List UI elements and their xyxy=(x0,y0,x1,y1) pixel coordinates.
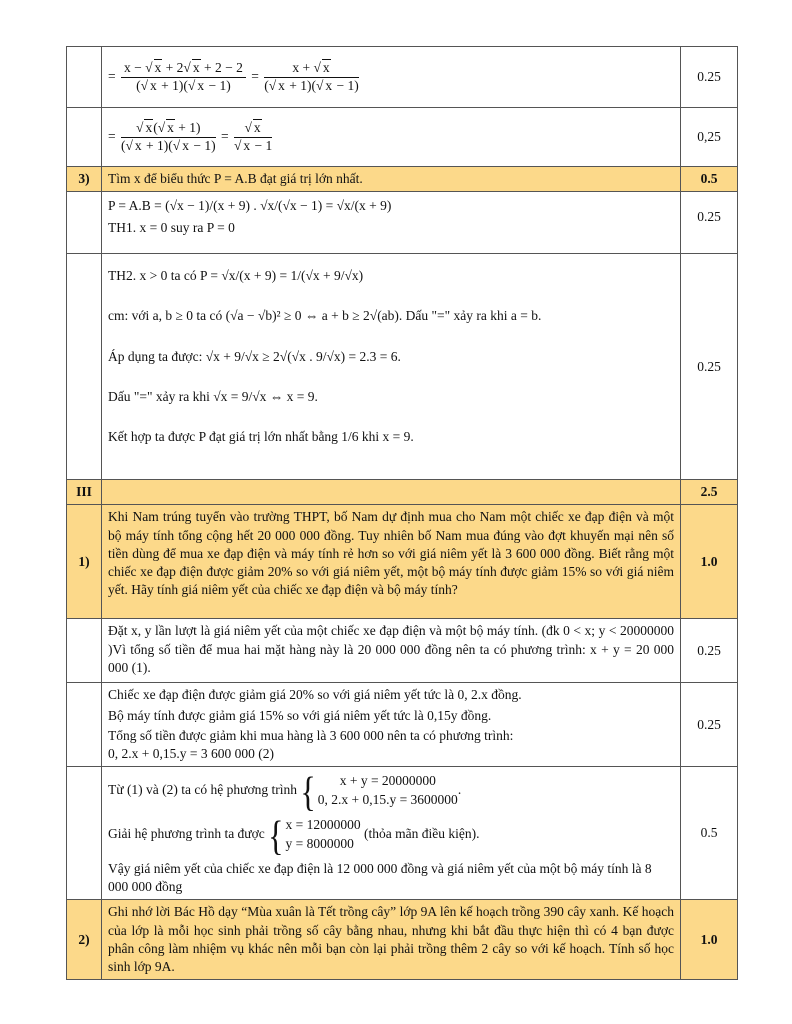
score-cell: 0,25 xyxy=(681,108,738,167)
solution-system: { x = 12000000 y = 8000000 xyxy=(268,811,361,859)
math-step: = √ $\frac{x(√ x + 1)}{(√ x + 1)(√ x - 1)}$ = √ x √ x − 1 xyxy=(102,108,681,167)
question-text: Tìm x để biểu thức P = A.B đạt giá trị lớn nhất. xyxy=(102,167,681,192)
answer-text: Đặt x, y lần lượt là giá niêm yết của một chiếc xe đạp điện và một bộ máy tính. (đk 0 < x; y < 20000000 )Vì tổng số tiền để mua hai mặt hàng này là 20 000 000 đồng nên ta có phương trình: x + y = 20 000 000 (1). xyxy=(102,619,681,683)
table-row xyxy=(67,619,738,683)
row-number-cell: 1) xyxy=(67,505,102,619)
score-cell: 0.5 xyxy=(681,167,738,192)
table-row xyxy=(67,108,738,167)
equation-system: { x + y = 20000000 0, 2.x + 0,15.y = 3600000 xyxy=(300,767,458,815)
score-cell: 0.5 xyxy=(681,767,738,900)
math-step: = $\frac{x - √ x + 2√ x + 2 - 2}{(√ x + 1)(√ x - 1)}$ = $\frac{x + √ x}{(√ x + 1)(√ x - 1)}$ xyxy=(102,47,681,108)
text-line: Bộ máy tính được giảm giá 15% so với giá niêm yết tức là 0,15y đồng. xyxy=(108,707,492,723)
table-row xyxy=(67,47,738,108)
section-title-cell xyxy=(102,480,681,505)
row-number-cell xyxy=(67,254,102,480)
row-number-cell xyxy=(67,619,102,683)
table-row xyxy=(67,192,738,254)
answer-table xyxy=(66,46,738,980)
math-step xyxy=(102,192,681,254)
row-number-cell: 3) xyxy=(67,167,102,192)
table-row xyxy=(67,900,738,980)
question-text: Khi Nam trúng tuyển vào trường THPT, bố Nam dự định mua cho Nam một chiếc xe đạp điện và một bộ máy tính tổng cộng hết 20 000 000 đồng. Tuy nhiên bố Nam mua đúng vào đợt khuyến mại nên số tiền dùng để mua xe đạp điện và máy tính rẻ hơn so với giá niêm yết là 3 600 000 đồng. Biết rằng một chiếc xe đạp điện được giảm 20% so với giá niêm yết, một bộ máy tính được giảm 15% so với giá niêm yết. Hãy tính giá niêm yết của chiếc xe đạp điện và bộ máy tính? xyxy=(102,505,681,619)
system-line: Từ (1) và (2) ta có hệ phương trình { x + y = 20000000 0, 2.x + 0,15.y = 3600000 . xyxy=(108,767,462,815)
table-row xyxy=(67,767,738,900)
table-row xyxy=(67,167,738,192)
score-cell: 0.25 xyxy=(681,619,738,683)
text-line: Chiếc xe đạp điện được giảm giá 20% so với giá niêm yết tức là 0, 2.x đồng. xyxy=(108,687,522,703)
table-row xyxy=(67,480,738,505)
row-number-cell xyxy=(67,683,102,767)
table-row xyxy=(67,505,738,619)
equality-line: Dấu "=" xảy ra khi √x = 9/√x ⇔ x = 9. xyxy=(108,388,318,404)
row-number-cell xyxy=(67,47,102,108)
math-step xyxy=(102,254,681,480)
row-number-cell xyxy=(67,767,102,900)
answer-text xyxy=(102,683,681,767)
score-cell: 2.5 xyxy=(681,480,738,505)
score-cell: 0.25 xyxy=(681,47,738,108)
equation-line: 0, 2.x + 0,15.y = 3 600 000 (2) xyxy=(108,746,274,762)
section-number-cell: III xyxy=(67,480,102,505)
conclusion-line: Vậy giá niêm yết của chiếc xe đạp điện là 12 000 000 đồng và giá niêm yết của một bộ máy tính là 8 000 000 đồng xyxy=(108,860,652,895)
score-cell: 0.25 xyxy=(681,254,738,480)
row-number-cell: 2) xyxy=(67,900,102,980)
answer-text xyxy=(102,767,681,900)
row-number-cell xyxy=(67,108,102,167)
row-number-cell xyxy=(67,192,102,254)
score-cell: 1.0 xyxy=(681,505,738,619)
formula-line: P = A.B = (√x − 1)/(x + 9) . √x/(√x − 1) = √x/(x + 9) xyxy=(108,198,392,214)
table-row xyxy=(67,683,738,767)
score-cell: 0.25 xyxy=(681,192,738,254)
question-text: Ghi nhớ lời Bác Hồ dạy “Mùa xuân là Tết trồng cây” lớp 9A lên kế hoạch trồng 390 cây xanh. Kế hoạch của lớp là mỗi học sinh phải trồng số cây bằng nhau, nhưng khi bắt đầu thực hiện thì có 4 bạn được phân công làm nhiệm vụ khác nên mỗi bạn còn lại phải trồng thêm 2 cây so với kế hoạch. Tính số học sinh lớp 9A. xyxy=(102,900,681,980)
text-line: Tổng số tiền được giảm khi mua hàng là 3 600 000 nên ta có phương trình: xyxy=(108,727,514,743)
case-line: TH2. x > 0 ta có P = √x/(x + 9) = 1/(√x + 9/√x) xyxy=(108,268,364,284)
score-cell: 1.0 xyxy=(681,900,738,980)
solution-line: Giải hệ phương trình ta được { x = 12000000 y = 8000000 (thỏa mãn điều kiện). xyxy=(108,811,480,859)
conclusion-line: Kết hợp ta được P đạt giá trị lớn nhất bằng 1/6 khi x = 9. xyxy=(108,429,414,445)
proof-line: cm: với a, b ≥ 0 ta có (√a − √b)² ≥ 0 ⇔ a + b ≥ 2√(ab). Dấu "=" xảy ra khi a = b. xyxy=(108,308,542,324)
table-row xyxy=(67,254,738,480)
score-cell: 0.25 xyxy=(681,683,738,767)
case-line: TH1. x = 0 suy ra P = 0 xyxy=(108,220,235,236)
apply-line: Áp dụng ta được: √x + 9/√x ≥ 2√(√x . 9/√x) = 2.3 = 6. xyxy=(108,348,401,364)
